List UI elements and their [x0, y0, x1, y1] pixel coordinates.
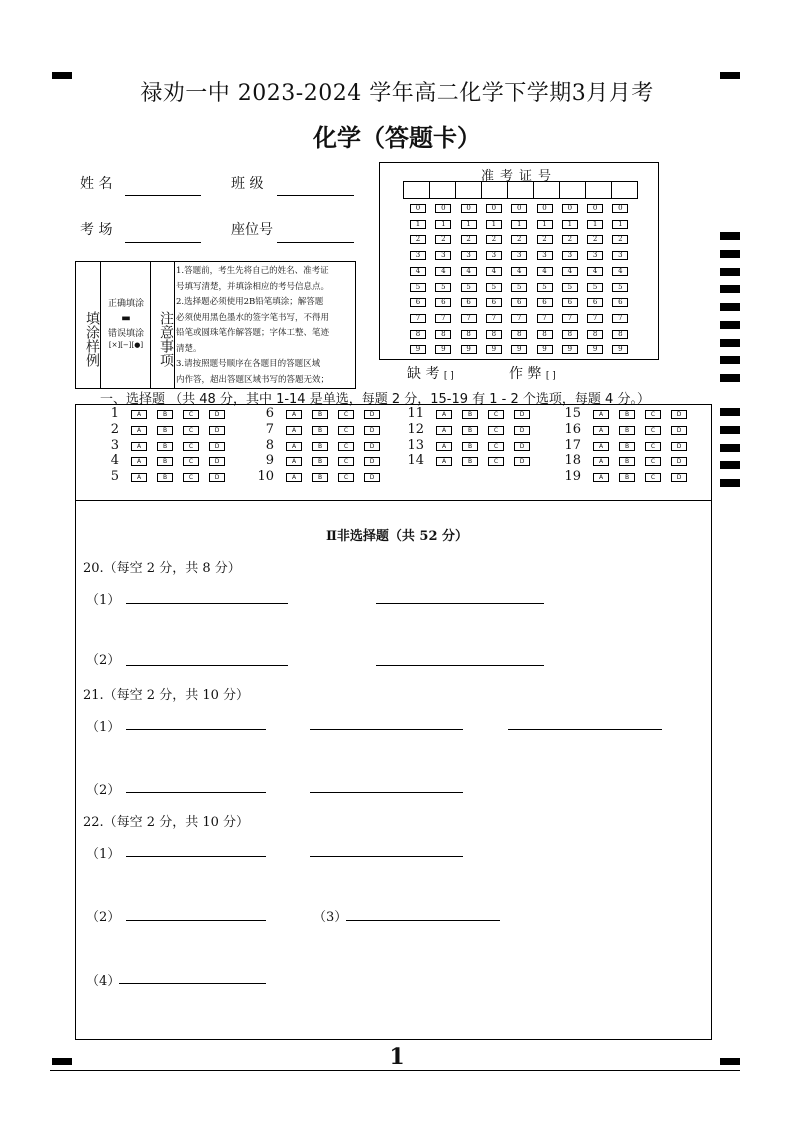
option-bubble-a[interactable]: A	[593, 410, 609, 419]
option-bubble-c[interactable]: C	[338, 473, 354, 482]
option-bubble-c[interactable]: C	[338, 457, 354, 466]
option-bubble-b[interactable]: B	[619, 457, 635, 466]
digit-bubble[interactable]: 4	[537, 267, 553, 276]
digit-bubble[interactable]: 4	[612, 267, 628, 276]
option-bubble-a[interactable]: A	[131, 457, 147, 466]
digit-bubble[interactable]: 2	[537, 235, 553, 244]
option-bubble-a[interactable]: A	[286, 426, 302, 435]
option-bubble-c[interactable]: C	[645, 426, 661, 435]
digit-bubble[interactable]: 4	[486, 267, 502, 276]
side-timing-mark	[720, 250, 740, 258]
q20-part1-blank-b[interactable]	[376, 603, 544, 604]
option-bubble-d[interactable]: D	[209, 473, 225, 482]
digit-bubble[interactable]: 7	[537, 314, 553, 323]
question-number: 6	[265, 406, 274, 421]
digit-bubble[interactable]: 6	[587, 298, 603, 307]
digit-bubble[interactable]: 4	[587, 267, 603, 276]
option-bubble-b[interactable]: B	[619, 410, 635, 419]
question-22-header: 22.（每空 2 分，共 10 分）	[83, 815, 250, 830]
option-bubble-c[interactable]: C	[183, 426, 199, 435]
question-number: 10	[257, 469, 274, 485]
digit-bubble[interactable]: 7	[562, 314, 578, 323]
side-timing-mark	[720, 232, 740, 240]
q21-part1-blank-c[interactable]	[508, 729, 662, 730]
side-timing-mark	[720, 321, 740, 329]
option-bubble-a[interactable]: A	[436, 442, 452, 451]
digit-bubble[interactable]: 9	[410, 345, 426, 354]
option-bubble-c[interactable]: C	[183, 410, 199, 419]
digit-bubble[interactable]: 1	[435, 220, 451, 229]
option-bubble-d[interactable]: D	[364, 426, 380, 435]
q20-part2-label: （2）	[86, 653, 121, 668]
digit-bubble[interactable]: 8	[486, 330, 502, 339]
digit-bubble[interactable]: 3	[511, 251, 527, 260]
option-bubble-c[interactable]: C	[645, 457, 661, 466]
class-field[interactable]	[277, 195, 354, 196]
side-timing-mark	[720, 268, 740, 276]
option-bubble-d[interactable]: D	[364, 410, 380, 419]
digit-write-box[interactable]	[507, 181, 534, 199]
q20-part1-blank-a[interactable]	[126, 603, 288, 604]
digit-bubble[interactable]: 4	[435, 267, 451, 276]
q22-part2-blank[interactable]	[126, 920, 266, 921]
digit-bubble[interactable]: 1	[587, 220, 603, 229]
q21-part1-blank-b[interactable]	[310, 729, 463, 730]
correct-fill-mark: ▬	[121, 313, 131, 324]
digit-bubble[interactable]: 3	[537, 251, 553, 260]
question-number: 12	[407, 421, 424, 437]
q21-part2-label: （2）	[86, 783, 121, 798]
digit-bubble[interactable]: 1	[612, 220, 628, 229]
digit-bubble[interactable]: 7	[461, 314, 477, 323]
option-bubble-a[interactable]: A	[436, 426, 452, 435]
digit-bubble[interactable]: 8	[435, 330, 451, 339]
q21-part1-label: （1）	[86, 720, 121, 735]
option-bubble-b[interactable]: B	[462, 410, 478, 419]
option-bubble-b[interactable]: B	[462, 457, 478, 466]
digit-bubble[interactable]: 9	[461, 345, 477, 354]
note-line: 铅笔或圆珠笔作解答题；字体工整、笔迹	[176, 328, 330, 338]
digit-bubble[interactable]: 6	[562, 298, 578, 307]
digit-write-box[interactable]	[559, 181, 586, 199]
digit-bubble[interactable]: 0	[562, 204, 578, 213]
digit-bubble[interactable]: 5	[486, 283, 502, 292]
option-bubble-a[interactable]: A	[286, 457, 302, 466]
note-line: 3.请按照题号顺序在各题目的答题区域	[176, 359, 321, 369]
side-timing-mark	[720, 461, 740, 469]
digit-bubble[interactable]: 8	[461, 330, 477, 339]
name-field[interactable]	[125, 195, 201, 196]
question-number: 19	[564, 469, 581, 485]
section1-header: 一、选择题 （共 48 分，其中 1-14 是单选，每题 2 分，15-19 有 1 - 2 个选项，每题 4 分。）	[100, 392, 650, 407]
option-bubble-d[interactable]: D	[514, 410, 530, 419]
q21-part2-blank-a[interactable]	[126, 792, 266, 793]
side-timing-mark	[720, 339, 740, 347]
digit-bubble[interactable]: 9	[562, 345, 578, 354]
digit-bubble[interactable]: 6	[537, 298, 553, 307]
digit-bubble[interactable]: 8	[612, 330, 628, 339]
digit-write-box[interactable]	[611, 181, 638, 199]
digit-write-box[interactable]	[455, 181, 482, 199]
page-number: 1	[389, 1044, 405, 1070]
question-number: 18	[564, 453, 581, 469]
digit-bubble[interactable]: 8	[410, 330, 426, 339]
digit-bubble[interactable]: 1	[410, 220, 426, 229]
option-bubble-a[interactable]: A	[593, 442, 609, 451]
option-bubble-a[interactable]: A	[593, 426, 609, 435]
question-number: 4	[110, 453, 119, 469]
wrong-fill-label: 错误填涂	[107, 329, 144, 339]
option-bubble-b[interactable]: B	[157, 473, 173, 482]
option-bubble-d[interactable]: D	[671, 410, 687, 419]
note-line: 内作答，超出答题区域书写的答题无效；	[176, 374, 330, 385]
question-number: 16	[564, 421, 581, 437]
option-bubble-c[interactable]: C	[488, 442, 504, 451]
digit-bubble[interactable]: 5	[410, 283, 426, 292]
footer-rule	[50, 1070, 740, 1071]
page-subtitle: 化学（答题卡）	[313, 123, 481, 152]
digit-bubble[interactable]: 9	[435, 345, 451, 354]
option-bubble-b[interactable]: B	[157, 410, 173, 419]
option-bubble-a[interactable]: A	[131, 473, 147, 482]
notes-text	[176, 264, 354, 388]
digit-bubble[interactable]: 6	[511, 298, 527, 307]
question-20-header: 20.（每空 2 分，共 8 分）	[83, 561, 241, 576]
digit-bubble[interactable]: 2	[486, 235, 502, 244]
side-timing-mark	[720, 479, 740, 487]
q22-part4-label: （4）	[86, 974, 121, 989]
q22-part1-blank-a[interactable]	[126, 856, 266, 857]
option-bubble-a[interactable]: A	[593, 473, 609, 482]
option-bubble-a[interactable]: A	[436, 457, 452, 466]
note-line: 清楚。	[176, 343, 202, 354]
room-label: 考 场	[80, 222, 113, 238]
digit-bubble[interactable]: 8	[511, 330, 527, 339]
side-timing-mark	[720, 444, 740, 452]
option-bubble-a[interactable]: A	[131, 442, 147, 451]
note-line: 号填写清楚，并填涂相应的考号信息点。	[176, 281, 330, 292]
digit-bubble[interactable]: 9	[537, 345, 553, 354]
option-bubble-c[interactable]: C	[183, 442, 199, 451]
q22-part1-blank-b[interactable]	[310, 856, 463, 857]
digit-bubble[interactable]: 5	[562, 283, 578, 292]
digit-bubble[interactable]: 4	[511, 267, 527, 276]
admission-title: 准考证号	[480, 169, 557, 184]
digit-bubble[interactable]: 9	[511, 345, 527, 354]
question-number: 5	[110, 469, 119, 485]
option-bubble-d[interactable]: D	[209, 442, 225, 451]
q20-part2-blank-a[interactable]	[126, 665, 288, 666]
digit-bubble[interactable]: 9	[587, 345, 603, 354]
option-bubble-d[interactable]: D	[671, 473, 687, 482]
option-bubble-c[interactable]: C	[338, 410, 354, 419]
digit-bubble[interactable]: 0	[511, 204, 527, 213]
question-number: 11	[407, 406, 424, 421]
note-line: 1.答题前，考生先将自己的姓名、准考证	[176, 266, 329, 276]
digit-write-box[interactable]	[481, 181, 508, 199]
option-bubble-c[interactable]: C	[488, 426, 504, 435]
digit-bubble[interactable]: 6	[461, 298, 477, 307]
option-bubble-d[interactable]: D	[209, 410, 225, 419]
digit-bubble[interactable]: 6	[612, 298, 628, 307]
q22-part3-blank[interactable]	[346, 920, 500, 921]
instructions-box	[75, 261, 356, 389]
option-bubble-d[interactable]: D	[671, 426, 687, 435]
question-number: 13	[407, 437, 424, 453]
digit-bubble[interactable]: 0	[435, 204, 451, 213]
digit-bubble[interactable]: 7	[410, 314, 426, 323]
option-bubble-d[interactable]: D	[209, 426, 225, 435]
fill-example-cell	[102, 262, 151, 388]
option-bubble-c[interactable]: C	[338, 426, 354, 435]
digit-bubble[interactable]: 5	[587, 283, 603, 292]
digit-bubble[interactable]: 3	[587, 251, 603, 260]
digit-bubble[interactable]: 3	[562, 251, 578, 260]
option-bubble-d[interactable]: D	[671, 442, 687, 451]
digit-write-box[interactable]	[585, 181, 612, 199]
option-bubble-b[interactable]: B	[312, 442, 328, 451]
admission-number-grid	[379, 162, 659, 360]
digit-bubble[interactable]: 6	[435, 298, 451, 307]
digit-bubble[interactable]: 3	[612, 251, 628, 260]
absent-box[interactable]: [ ]	[443, 371, 454, 381]
option-bubble-b[interactable]: B	[462, 426, 478, 435]
option-bubble-d[interactable]: D	[514, 442, 530, 451]
digit-write-box[interactable]	[429, 181, 456, 199]
digit-bubble[interactable]: 2	[461, 235, 477, 244]
digit-bubble[interactable]: 2	[587, 235, 603, 244]
digit-bubble[interactable]: 3	[486, 251, 502, 260]
digit-bubble[interactable]: 8	[537, 330, 553, 339]
option-bubble-c[interactable]: C	[645, 442, 661, 451]
notes-label: 注意事项	[152, 262, 175, 388]
digit-bubble[interactable]: 9	[612, 345, 628, 354]
option-bubble-a[interactable]: A	[436, 410, 452, 419]
option-bubble-d[interactable]: D	[671, 457, 687, 466]
option-bubble-b[interactable]: B	[619, 426, 635, 435]
digit-write-box[interactable]	[533, 181, 560, 199]
digit-bubble[interactable]: 3	[435, 251, 451, 260]
question-number: 1	[110, 406, 119, 421]
side-timing-mark	[720, 303, 740, 311]
digit-bubble[interactable]: 7	[511, 314, 527, 323]
digit-bubble[interactable]: 8	[562, 330, 578, 339]
option-bubble-b[interactable]: B	[462, 442, 478, 451]
q21-part1-blank-a[interactable]	[126, 729, 266, 730]
wrong-fill-marks: [×][−][●]	[108, 341, 144, 349]
option-bubble-b[interactable]: B	[157, 457, 173, 466]
option-bubble-a[interactable]: A	[131, 426, 147, 435]
q20-part1-label: （1）	[86, 593, 121, 608]
correct-fill-label: 正确填涂	[107, 299, 144, 309]
digit-bubble[interactable]: 7	[612, 314, 628, 323]
digit-bubble[interactable]: 1	[511, 220, 527, 229]
q22-part4-blank[interactable]	[119, 983, 266, 984]
seat-field[interactable]	[277, 242, 354, 243]
digit-bubble[interactable]: 6	[486, 298, 502, 307]
cheat-label	[509, 363, 556, 383]
fill-example-label: 填涂样例	[76, 262, 101, 388]
digit-bubble[interactable]: 0	[537, 204, 553, 213]
option-bubble-d[interactable]: D	[364, 473, 380, 482]
digit-bubble[interactable]: 2	[410, 235, 426, 244]
seat-label: 座位号	[231, 222, 273, 238]
digit-bubble[interactable]: 0	[461, 204, 477, 213]
option-bubble-a[interactable]: A	[286, 473, 302, 482]
digit-bubble[interactable]: 7	[435, 314, 451, 323]
digit-bubble[interactable]: 3	[461, 251, 477, 260]
option-bubble-a[interactable]: A	[286, 410, 302, 419]
question-21-header: 21.（每空 2 分，共 10 分）	[83, 688, 250, 703]
digit-bubble[interactable]: 4	[562, 267, 578, 276]
digit-bubble[interactable]: 5	[537, 283, 553, 292]
option-bubble-b[interactable]: B	[312, 457, 328, 466]
room-field[interactable]	[125, 242, 201, 243]
option-bubble-c[interactable]: C	[183, 473, 199, 482]
absent-text: 缺 考	[407, 366, 440, 382]
digit-bubble[interactable]: 3	[410, 251, 426, 260]
note-line: 必须使用黑色墨水的签字笔书写，不得用	[176, 312, 330, 323]
option-bubble-b[interactable]: B	[157, 442, 173, 451]
option-bubble-c[interactable]: C	[338, 442, 354, 451]
class-label: 班 级	[231, 176, 264, 192]
option-bubble-b[interactable]: B	[157, 426, 173, 435]
option-bubble-c[interactable]: C	[488, 410, 504, 419]
q20-part2-blank-b[interactable]	[376, 665, 544, 666]
question-number: 14	[407, 453, 424, 469]
option-bubble-a[interactable]: A	[286, 442, 302, 451]
digit-bubble[interactable]: 5	[511, 283, 527, 292]
digit-write-box[interactable]	[403, 181, 430, 199]
cheat-text: 作 弊	[509, 366, 542, 382]
section2-header: Ⅱ非选择题（共 52 分）	[325, 529, 469, 544]
option-bubble-d[interactable]: D	[364, 442, 380, 451]
absent-label	[407, 363, 454, 383]
page-title: 禄劝一中 2023-2024 学年高二化学下学期3月月考	[140, 81, 654, 106]
digit-bubble[interactable]: 1	[486, 220, 502, 229]
question-number: 15	[564, 406, 581, 421]
option-bubble-c[interactable]: C	[183, 457, 199, 466]
digit-bubble[interactable]: 9	[486, 345, 502, 354]
digit-bubble[interactable]: 2	[435, 235, 451, 244]
cheat-box[interactable]: [ ]	[545, 371, 556, 381]
admission-write-boxes	[404, 181, 638, 197]
question-number: 2	[110, 421, 119, 437]
question-number: 9	[265, 453, 274, 469]
q22-part3-label: （3）	[313, 910, 348, 925]
question-number: 17	[564, 437, 581, 453]
digit-bubble[interactable]: 1	[537, 220, 553, 229]
name-label: 姓 名	[80, 176, 113, 192]
note-line: 2.选择题必须使用2B铅笔填涂；解答题	[176, 297, 324, 307]
side-timing-mark	[720, 374, 740, 382]
q22-part1-label: （1）	[86, 847, 121, 862]
option-bubble-b[interactable]: B	[312, 426, 328, 435]
option-bubble-b[interactable]: B	[619, 442, 635, 451]
digit-bubble[interactable]: 2	[612, 235, 628, 244]
side-timing-mark	[720, 408, 740, 416]
question-number: 7	[265, 421, 274, 437]
option-bubble-d[interactable]: D	[209, 457, 225, 466]
option-bubble-d[interactable]: D	[364, 457, 380, 466]
option-bubble-a[interactable]: A	[131, 410, 147, 419]
digit-bubble[interactable]: 8	[587, 330, 603, 339]
option-bubble-a[interactable]: A	[593, 457, 609, 466]
digit-bubble[interactable]: 5	[435, 283, 451, 292]
digit-bubble[interactable]: 0	[612, 204, 628, 213]
side-timing-mark	[720, 285, 740, 293]
digit-bubble[interactable]: 4	[461, 267, 477, 276]
option-bubble-c[interactable]: C	[645, 473, 661, 482]
side-timing-mark	[720, 356, 740, 364]
free-response-area	[75, 499, 712, 1040]
digit-bubble[interactable]: 5	[612, 283, 628, 292]
option-bubble-c[interactable]: C	[488, 457, 504, 466]
option-bubble-b[interactable]: B	[312, 473, 328, 482]
digit-bubble[interactable]: 5	[461, 283, 477, 292]
question-number: 3	[110, 437, 119, 453]
option-bubble-d[interactable]: D	[514, 426, 530, 435]
question-number: 8	[265, 437, 274, 453]
option-bubble-c[interactable]: C	[645, 410, 661, 419]
q21-part2-blank-b[interactable]	[310, 792, 463, 793]
digit-bubble[interactable]: 0	[410, 204, 426, 213]
digit-bubble[interactable]: 6	[410, 298, 426, 307]
digit-bubble[interactable]: 2	[562, 235, 578, 244]
digit-bubble[interactable]: 1	[461, 220, 477, 229]
digit-bubble[interactable]: 0	[486, 204, 502, 213]
side-timing-mark	[720, 426, 740, 434]
digit-bubble[interactable]: 7	[587, 314, 603, 323]
digit-bubble[interactable]: 0	[587, 204, 603, 213]
option-bubble-d[interactable]: D	[514, 457, 530, 466]
option-bubble-b[interactable]: B	[619, 473, 635, 482]
digit-bubble[interactable]: 1	[562, 220, 578, 229]
digit-bubble[interactable]: 2	[511, 235, 527, 244]
digit-bubble[interactable]: 7	[486, 314, 502, 323]
option-bubble-b[interactable]: B	[312, 410, 328, 419]
digit-bubble[interactable]: 4	[410, 267, 426, 276]
q22-part2-label: （2）	[86, 910, 121, 925]
